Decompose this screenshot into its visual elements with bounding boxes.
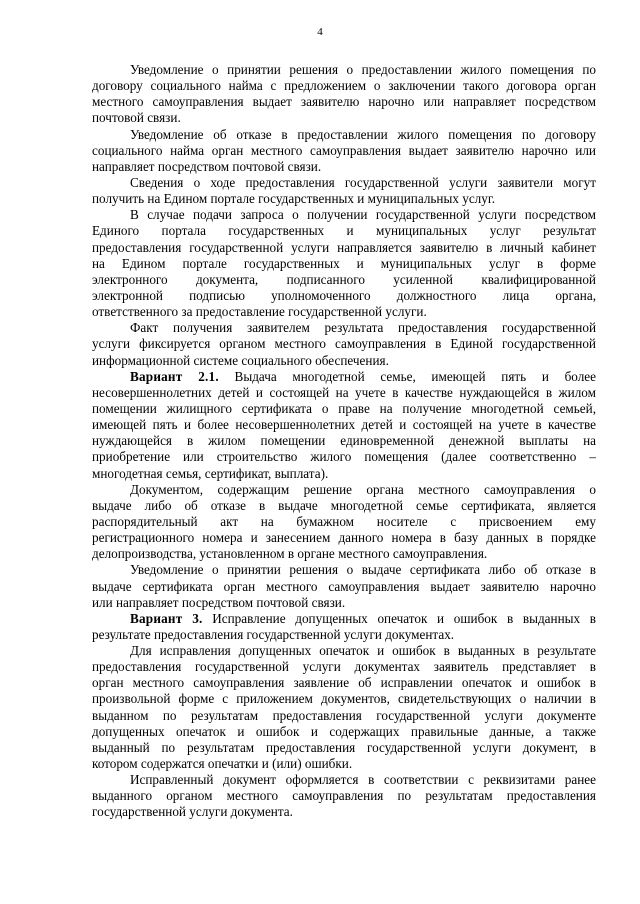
- paragraph-corrected-document: [92, 772, 596, 820]
- text-line: местного самоуправления выдает заявителю нарочно или направляет посредством: [92, 94, 596, 110]
- text-line: выданного органом местного самоуправления по результатам предоставления: [92, 788, 596, 804]
- text-line: имеющей пять и более несовершеннолетних детей и состоящей на учете в качестве: [92, 417, 596, 433]
- text-line: Исправленный документ оформляется в соответствии с реквизитами ранее: [130, 772, 596, 788]
- paragraph-decision-document: [92, 482, 596, 563]
- text-line: регистрационного номера и занесением данного номера в базу данных в порядке: [92, 530, 596, 546]
- paragraph-correction-request: [92, 643, 596, 772]
- text-line: произвольной форме с приложением документов, свидетельствующих о наличии в: [92, 691, 596, 707]
- text-line: распорядительный акт на бумажном носителе с присвоением ему: [92, 513, 596, 529]
- text-line: выдаче сертификата орган местного самоуправления выдает заявителю нарочно: [92, 578, 596, 594]
- text-line: Уведомление о принятии решения о выдаче сертификата либо об отказе в: [130, 562, 596, 578]
- text-line: Сведения о ходе предоставления государственной услуги заявители могут: [130, 174, 596, 190]
- text-line: почтовой связи.: [92, 110, 181, 126]
- text-line: Единого портала государственных и муниципальных услуг результат: [92, 223, 596, 239]
- text-line: предоставления государственной услуги направляется заявителю в личный кабинет: [92, 239, 596, 255]
- text-line: результате предоставления государственной услуги документах.: [92, 626, 455, 642]
- text-line: выдаче либо об отказе в выдаче многодетной семье сертификата, является: [92, 497, 596, 513]
- text-line: нуждающейся в жилом помещении единовременной денежной выплаты на: [92, 433, 596, 449]
- text-line: электронного документа, подписанного усиленной квалифицированной: [92, 271, 596, 287]
- text-line: орган местного самоуправления заявление об исправлении опечаток и ошибок в: [92, 675, 596, 691]
- text-run: Исправление допущенных опечаток и ошибок в выданных в: [202, 610, 596, 626]
- text-line: допущенных опечаток и ошибок и содержащих правильные данные, а также: [92, 723, 596, 739]
- text-line: котором содержатся опечатки и (или) ошибки.: [92, 756, 353, 772]
- text-line: Уведомление о принятии решения о предоставлении жилого помещения по: [130, 62, 596, 77]
- text-line: направляет посредством почтовой связи.: [92, 158, 322, 174]
- text-run: Выдача многодетной семье, имеющей пять и более: [218, 368, 596, 384]
- text-line: электронной подписью уполномоченного должностного лица органа,: [92, 287, 596, 303]
- text-line: договору социального найма с предложением о заключении такого договора орган: [92, 78, 596, 94]
- paragraph-certificate-notice: [92, 562, 596, 610]
- text-line: Для исправления допущенных опечаток и ошибок в выданных в результате: [130, 643, 596, 659]
- text-line: государственной услуги документа.: [92, 804, 293, 820]
- text-line: [92, 369, 596, 385]
- text-line: выданном по результатам предоставления государственной услуги документе: [92, 707, 596, 723]
- text-line: предоставления государственной услуги документах заявитель представляет в: [92, 659, 596, 675]
- variant-heading: Вариант 3.: [130, 610, 203, 626]
- text-line: информационной системе социального обеспечения.: [92, 352, 389, 368]
- text-line: услуги фиксируется органом местного самоуправления в Единой государственной: [92, 336, 596, 352]
- paragraph-variant-2-1: [92, 369, 596, 482]
- page-number: 4: [317, 26, 323, 38]
- text-line: приобретение или строительство жилого помещения (далее соответственно –: [92, 449, 596, 465]
- text-line: В случае подачи запроса о получении государственной услуги посредством: [130, 207, 596, 223]
- text-line: [92, 611, 596, 627]
- text-line: получить на Едином портале государственных и муниципальных услуг.: [92, 191, 496, 207]
- text-line: делопроизводства, установленном в органе местного самоуправления.: [92, 546, 488, 562]
- text-line: выданный по результатам предоставления государственной услуги документ, в: [92, 739, 596, 755]
- text-line: или направляет посредством почтовой связи.: [92, 594, 346, 610]
- text-line: помещении жилищного сертификата о праве на получение многодетной семьей,: [92, 400, 596, 416]
- text-line: Документом, содержащим решение органа местного самоуправления о: [130, 481, 596, 497]
- paragraph-epgu-result: [92, 207, 596, 320]
- text-line: на Едином портале государственных и муниципальных услуг в форме: [92, 255, 596, 271]
- text-line: Уведомление об отказе в предоставлении жилого помещения по договору: [130, 126, 596, 142]
- paragraph-notice-refusal: [92, 127, 596, 175]
- paragraph-variant-3: [92, 611, 596, 643]
- document-body: [92, 62, 596, 821]
- text-line: социального найма орган местного самоуправления выдает заявителю нарочно или: [92, 142, 596, 158]
- text-line: ответственного за предоставление государственной услуги.: [92, 304, 427, 320]
- variant-heading: Вариант 2.1.: [130, 368, 219, 384]
- paragraph-progress-info: [92, 175, 596, 207]
- text-line: многодетная семья, сертификат, выплата).: [92, 465, 329, 481]
- text-line: несовершеннолетних детей и состоящей на учете в качестве нуждающейся в жилом: [92, 384, 596, 400]
- paragraph-fact-recorded: [92, 320, 596, 368]
- text-line: Факт получения заявителем результата предоставления государственной: [130, 320, 596, 336]
- paragraph-notice-grant: [92, 62, 596, 127]
